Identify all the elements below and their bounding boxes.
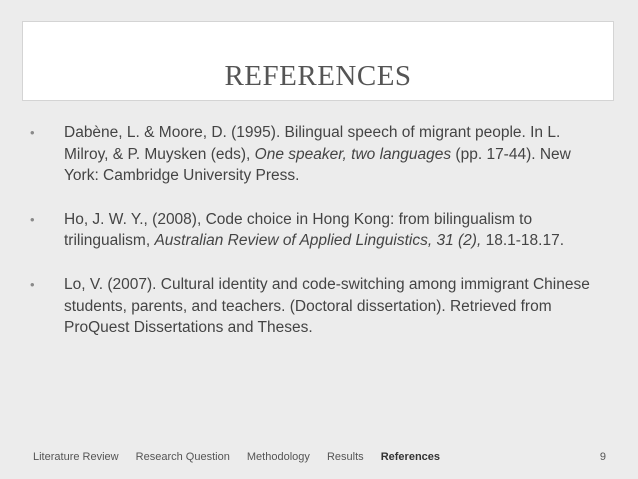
- reference-text-end: (pp. 17-44). New York: Cambridge University Press.: [64, 145, 571, 185]
- title-box: [22, 21, 614, 101]
- footer-link-literature-review[interactable]: Literature Review: [33, 451, 119, 463]
- reference-list: [30, 122, 605, 361]
- reference-italic-title: One speaker, two languages: [254, 145, 452, 163]
- footer-link-results[interactable]: Results: [326, 451, 364, 463]
- reference-text: Lo, V. (2007). Cultural identity and code-switching among immigrant Chinese students, parents, and teachers. (Doctoral dissertation). Retrieved from ProQuest Dissertations and Theses.: [64, 275, 590, 337]
- footer-link-references[interactable]: References: [380, 451, 441, 463]
- page-number: 9: [599, 451, 606, 463]
- bullet-icon: •: [30, 125, 35, 140]
- reference-text: Dabène, L. & Moore, D. (1995). Bilingual speech of migrant people. In L. Milroy, & P. Muysken (eds),: [64, 124, 561, 163]
- reference-item: [30, 122, 605, 187]
- slide-title: REFERENCES: [224, 60, 412, 92]
- footer-nav: [33, 451, 454, 463]
- reference-italic-title: Australian Review of Applied Linguistics, 31 (2),: [154, 232, 482, 250]
- footer-link-research-question[interactable]: Research Question: [135, 451, 230, 463]
- reference-item: [30, 209, 605, 252]
- reference-text: Ho, J. W. Y., (2008), Code choice in Hong Kong: from bilingualism to trilingualism,: [64, 210, 533, 250]
- bullet-icon: •: [30, 276, 35, 292]
- bullet-icon: •: [30, 211, 35, 227]
- footer-link-methodology[interactable]: Methodology: [246, 451, 310, 463]
- reference-item: [30, 274, 605, 339]
- reference-text-end: 18.1-18.17.: [481, 232, 564, 250]
